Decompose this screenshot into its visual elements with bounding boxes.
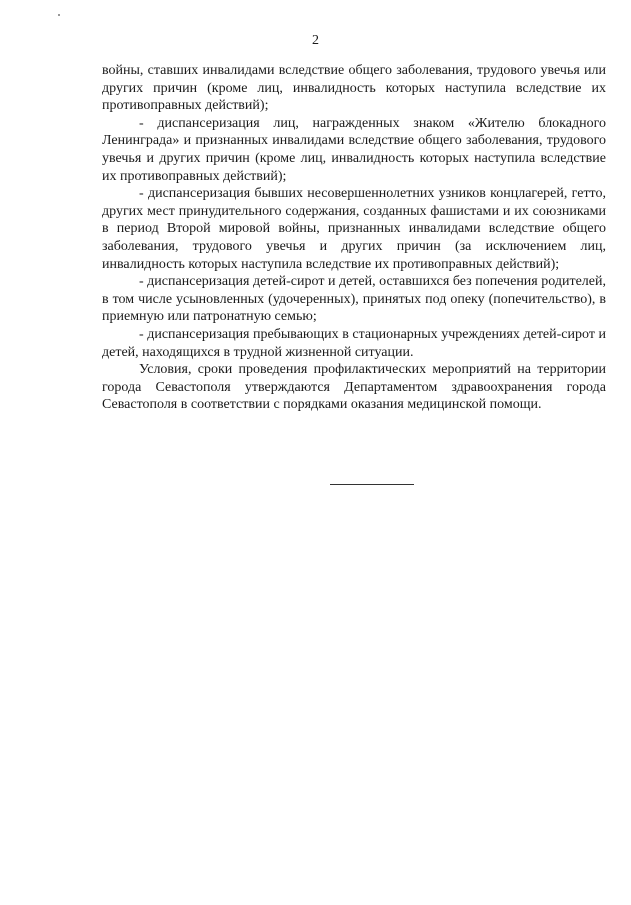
paragraph-list-item: - диспансеризация бывших несовершеннолетних узников концлагерей, гетто, других мест принудительного содержания, созданных фашистами и их союзниками в период Второй мировой войны, признанных инвалидами вследствие общего заболевания, трудового увечья и других причин (за исключением лиц, инвалидность которых наступила вследствие их противоправных действий);	[102, 186, 606, 272]
page-number: 2	[312, 33, 319, 48]
paragraph-list-item: - диспансеризация пребывающих в стационарных учреждениях детей-сирот и детей, находящихся в трудной жизненной ситуации.	[102, 326, 606, 360]
paragraph-conditions: Условия, сроки проведения профилактических мероприятий на территории города Севастополя утверждаются Департаментом здравоохранения города Севастополя в соответствии с порядками оказания медицинской помощи.	[102, 362, 606, 413]
body-text	[102, 62, 606, 414]
end-of-document-line	[330, 484, 414, 485]
paragraph-list-item: - диспансеризация детей-сирот и детей, оставшихся без попечения родителей, в том числе усыновленных (удочеренных), принятых под опеку (попечительство), в приемную или патронатную семью;	[102, 274, 606, 325]
scan-speck	[58, 14, 60, 16]
paragraph-list-item: - диспансеризация лиц, награжденных знаком «Жителю блокадного Ленинграда» и признанных инвалидами вследствие общего заболевания, трудового увечья и других причин (кроме лиц, инвалидность которых наступила вследствие их противоправных действий);	[102, 115, 606, 184]
paragraph-continuation: войны, ставших инвалидами вследствие общего заболевания, трудового увечья или других причин (кроме лиц, инвалидность которых наступила вследствие их противоправных действий);	[102, 63, 606, 114]
